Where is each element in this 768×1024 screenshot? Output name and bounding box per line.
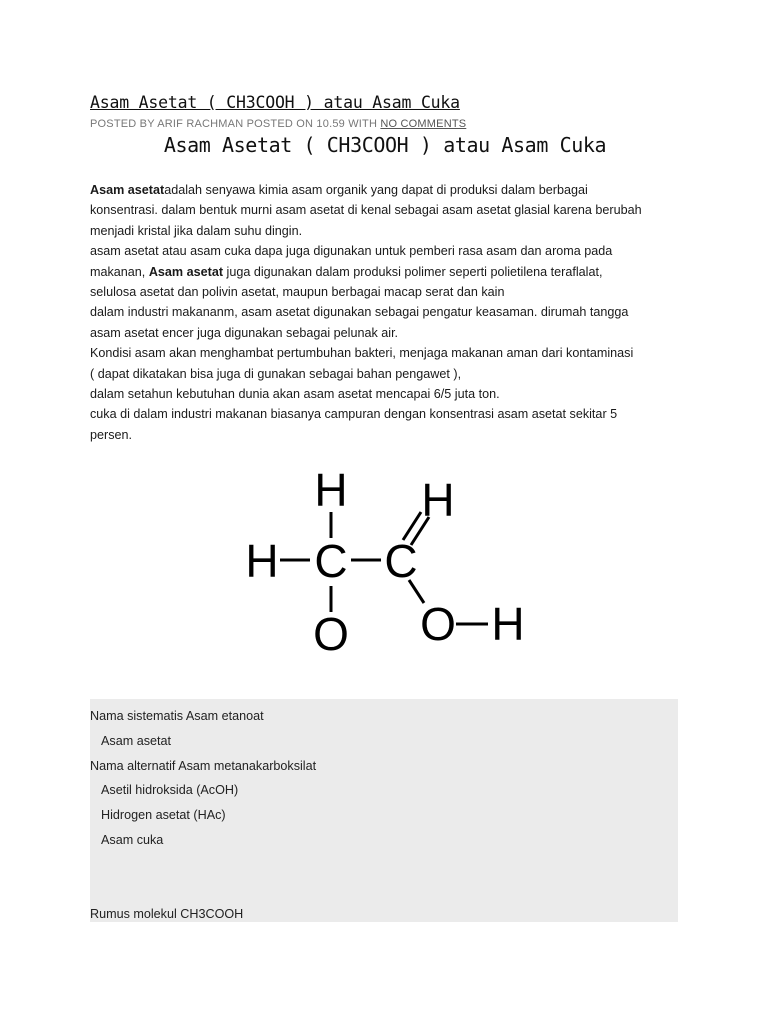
- body-line: konsentrasi. dalam bentuk murni asam asetat di kenal sebagai asam asetat glasial karena berubah: [90, 203, 642, 218]
- systematic-name: Nama sistematis Asam etanoat: [90, 709, 264, 723]
- atom-h-hydroxyl: H: [491, 598, 525, 650]
- atom-o-double: H: [421, 474, 455, 526]
- body-line: dalam industri makananm, asam asetat digunakan sebagai pengatur keasaman. dirumah tangga: [90, 305, 629, 320]
- body-line: menjadi kristal jika dalam suhu dingin.: [90, 223, 303, 238]
- no-comments-link[interactable]: NO COMMENTS: [380, 118, 467, 130]
- body-line: selulosa asetat dan polivin asetat, maupun berbagai macap serat dan kain: [90, 285, 505, 300]
- systematic-name-alt: Asam asetat: [101, 734, 171, 748]
- body-line: Kondisi asam akan menghambat pertumbuhan bakteri, menjaga makanan aman dari kontaminasi: [90, 346, 634, 361]
- bold-term: Asam asetat: [90, 183, 165, 197]
- atom-c-carboxyl: C: [384, 535, 418, 587]
- body-line: Asam asetatadalah senyawa kimia asam organik yang dapat di produksi dalam berbagai: [90, 183, 588, 197]
- molecular-formula: Rumus molekul CH3COOH: [90, 907, 244, 921]
- body-line: dalam setahun kebutuhan dunia akan asam asetat mencapai 6/5 juta ton.: [90, 387, 500, 402]
- atom-c-methyl: C: [314, 535, 348, 587]
- body-line: cuka di dalam industri makanan biasanya campuran dengan konsentrasi asam asetat sekitar 5: [90, 407, 618, 422]
- body-line: asam asetat encer juga digunakan sebagai pelunak air.: [90, 325, 399, 340]
- alternative-name-item: Asam cuka: [101, 833, 164, 847]
- alternative-name-item: Hidrogen asetat (HAc): [101, 808, 226, 822]
- acetic-acid-structure-diagram: [240, 462, 530, 662]
- atom-h-bottom: O: [313, 608, 349, 660]
- body-line: makanan, Asam asetat juga digunakan dalam produksi polimer seperti polietilena teraflalat,: [90, 264, 603, 279]
- body-line: ( dapat dikatakan bisa juga di gunakan sebagai bahan pengawet ),: [90, 366, 462, 381]
- post-meta-text: POSTED BY ARIF RACHMAN POSTED ON 10.59 WITH: [90, 118, 381, 130]
- body-line: persen.: [90, 427, 133, 442]
- atom-h-left: H: [245, 535, 279, 587]
- article-body: [90, 180, 680, 445]
- article-headline: Asam Asetat ( CH3COOH ) atau Asam Cuka: [163, 133, 607, 157]
- atom-o-hydroxyl: O: [420, 598, 456, 650]
- properties-box: [90, 699, 678, 922]
- atom-h-top: H: [314, 464, 348, 516]
- bold-term: Asam asetat: [148, 264, 224, 279]
- post-meta: [90, 118, 466, 130]
- alternative-name: Nama alternatif Asam metanakarboksilat: [90, 759, 317, 773]
- body-line: asam asetat atau asam cuka dapa juga digunakan untuk pemberi rasa asam dan aroma pada: [90, 244, 613, 259]
- post-title-link[interactable]: Asam Asetat ( CH3COOH ) atau Asam Cuka: [90, 93, 460, 112]
- alternative-name-item: Asetil hidroksida (AcOH): [101, 783, 239, 797]
